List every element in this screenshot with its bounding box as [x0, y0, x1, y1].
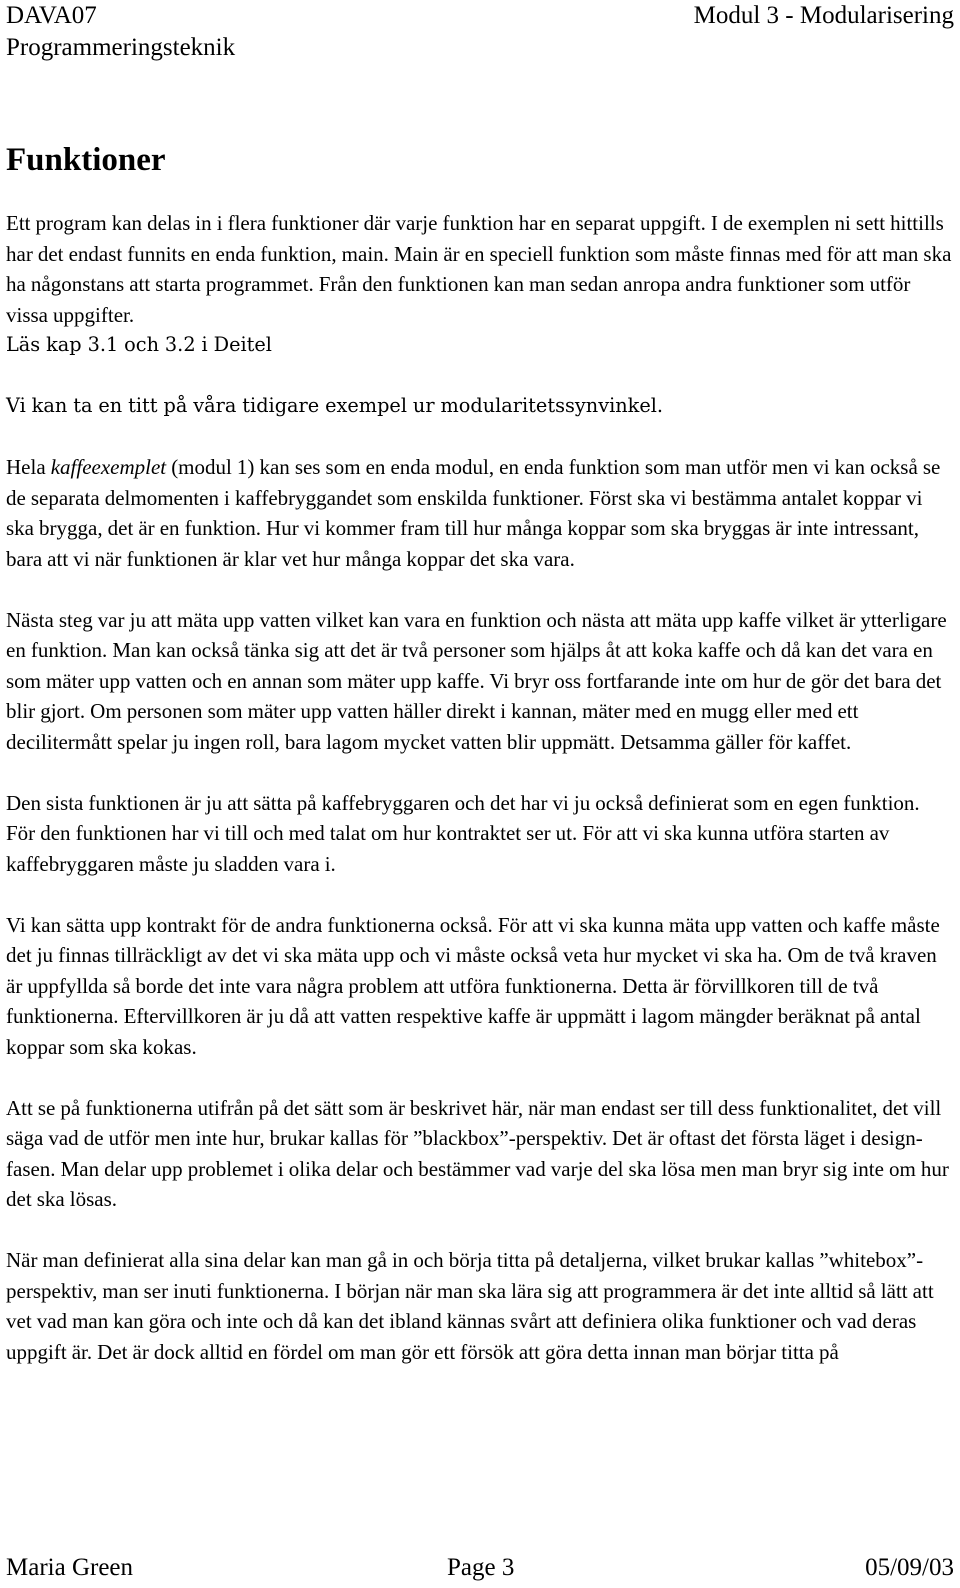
- paragraph-coffee-post: (modul 1) kan ses som en enda modul, en enda funktion som man utför men vi kan också se de separata delmomenten i kaffebryggandet som enskilda funktioner. Först ska vi bestämma antalet koppar vi ska brygga, det är en funktion. Hur vi kommer fram till hur många koppar som ska bryggas är inte intressant, bara att vi när funktionen är klar vet hur många koppar det ska vara.: [6, 455, 941, 571]
- paragraph-measure: Nästa steg var ju att mäta upp vatten vilket kan vara en funktion och nästa att mäta upp kaffe vilket är ytterligare en funktion. Man kan också tänka sig att det är två personer som hjälps åt att koka kaffe och då kan det vara en som mäter upp vatten och en annan som mäter upp kaffe. Vi bryr oss fortfarande inte om hur de gör det bara det blir gjort. Om personen som mäter upp vatten häller direkt i kannan, mäter med en mugg eller med ett decilitermått spelar ju ingen roll, bara lagom mycket vatten blir uppmätt. Detsamma gäller för kaffet.: [6, 607, 947, 754]
- paragraph-contracts: Vi kan sätta upp kontrakt för de andra funktionerna också. För att vi ska kunna mäta upp vatten och kaffe måste det ju finnas tillräckligt av det vi ska mäta upp och vi måste också veta hur mycket vi ska ha. Om de två kraven är uppfyllda så borde det inte vara några problem att utföra funktionerna. Detta är förvillkoren till de två funktionerna. Eftervillkoren är ju då att vatten respektive kaffe är uppmätt i lagom mängder beräknat på antal koppar som ska kokas.: [6, 912, 940, 1059]
- paragraph-coffee-example: [6, 452, 952, 574]
- footer-date: 05/09/03: [865, 1554, 954, 1581]
- paragraph-intro: Ett program kan delas in i flera funktioner där varje funktion har en separat uppgift. I de exemplen ni sett hittills har det endast funnits en enda funktion, main. Main är en speciell funktion som måste finnas med för att man ska ha någonstans att starta programmet. Från den funktionen kan man sedan anropa andra funktioner som utför vissa uppgifter.: [6, 211, 952, 327]
- page-header: [6, 0, 954, 64]
- reading-reference: Läs kap 3.1 och 3.2 i Deitel: [6, 333, 272, 356]
- course-code: DAVA07: [6, 2, 97, 29]
- paragraph-coffee-pre: Hela: [6, 455, 51, 479]
- footer-author: Maria Green: [6, 1554, 134, 1581]
- footer-page-number: Page 3: [447, 1554, 515, 1581]
- page-footer: [6, 1552, 954, 1584]
- paragraph-last-function: Den sista funktionen är ju att sätta på kaffebryggaren och det har vi ju också definierat som en egen funktion. För den funktionen har vi till och med talat om hur kontraktet ser ut. För att vi ska kunna utföra starten av kaffebryggaren måste ju sladden vara i.: [6, 790, 920, 876]
- paragraph-whitebox: När man definierat alla sina delar kan man gå in och börja titta på detaljerna, vilket brukar kallas ”whitebox”-perspektiv, man ser inuti funktionerna. I början när man ska lära sig att programmera är det inte alltid så lätt att vet vad man kan göra och inte och då kan det ibland kännas svårt att definiera olika funktioner och vad deras uppgift är. Det är dock alltid en fördel om man gör ett försök att göra detta innan man börjar titta på: [6, 1248, 934, 1364]
- paragraph-blackbox: Att se på funktionerna utifrån på det sätt som är beskrivet här, när man endast ser till dess funktionalitet, det vill säga vad de utför men inte hur, brukar kallas för ”blackbox”-perspektiv. Det är oftast det första läget i design-fasen. Man delar upp problemet i olika delar och bestämmer vad varje del ska lösa men man bryr sig inte om hur det ska lösas.: [6, 1095, 949, 1211]
- module-title: Modul 3 - Modularisering: [693, 2, 954, 29]
- paragraph-modularity: Vi kan ta en titt på våra tidigare exempel ur modularitetssynvinkel.: [6, 394, 664, 417]
- course-name: Programmeringsteknik: [6, 34, 236, 61]
- section-heading: Funktioner: [6, 142, 166, 178]
- coffee-example-term: kaffeexemplet: [50, 455, 167, 479]
- page-content: [6, 140, 952, 1367]
